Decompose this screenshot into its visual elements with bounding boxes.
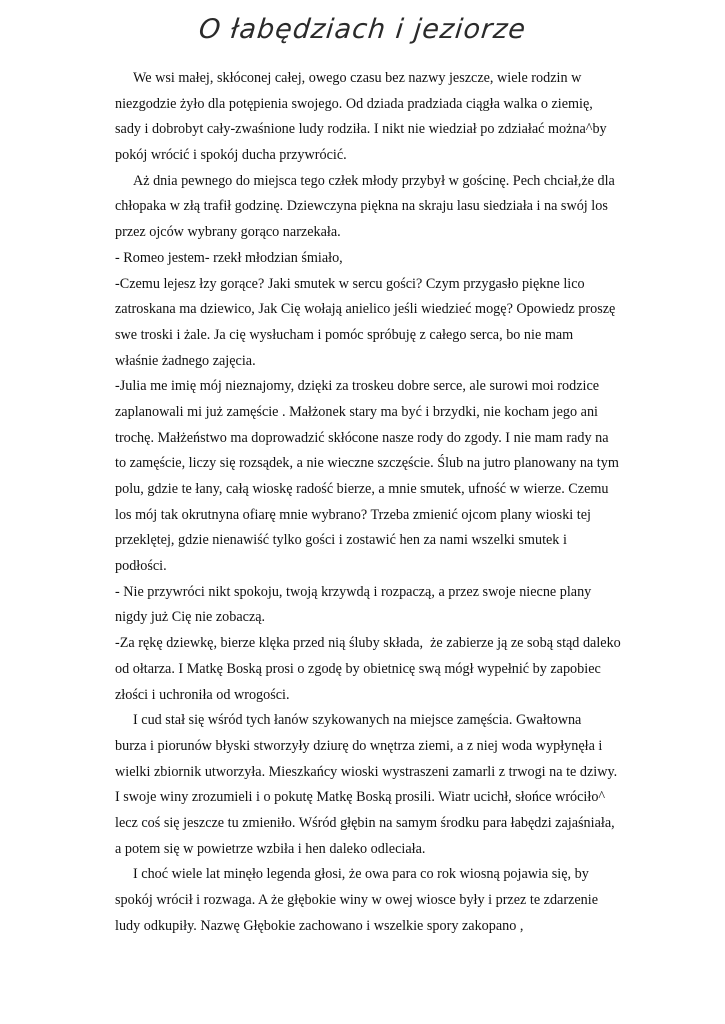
text-line: przez ojców wybrany gorąco narzekała. [115,224,341,241]
text-line: I swoje winy zrozumieli i o pokutę Matkę Boską prosili. Wiatr ucichł, słońce wróciło^ [115,789,606,806]
text-line: lecz coś się jeszcze tu zmieniło. Wśród głębin na samym środku para łabędzi zajaśniała, [115,814,615,831]
text-line: zatroskana ma dziewico, Jak Cię wołają anielico jeśli wiedzieć mogę? Opowiedz proszę [115,301,616,318]
text-line: podłości. [115,558,167,575]
text-line: polu, gdzie te łany, całą wioskę radość bierze, a mnie smutek, ufność w wierze. Czemu [115,481,609,497]
text-line: zaplanowali mi już zamęście . Małżonek stary ma być i brzydki, nie kocham jego ani [115,403,598,420]
text-line: burza i piorunów błyski stworzyły dziurę do wnętrza ziemi, a z niej woda wypłynęła i [115,737,603,754]
text-line: od ołtarza. I Matkę Boską prosi o zgodę by obietnicę swą mógł wypełnić by zapobiec [115,660,601,677]
text-line: Aż dnia pewnego do miejsca tego człek młody przybył w gościnę. Pech chciał,że dla [133,172,615,189]
text-line: przeklętej, gdzie nienawiść tylko gości i zostawić hen za nami wszelki smutek i [115,532,567,549]
text-line: pokój wrócić i spokój ducha przywrócić. [115,147,347,164]
text-line: I choć wiele lat minęło legenda głosi, że owa para co rok wiosną pojawia się, by [133,866,589,883]
text-line: chłopaka w złą trafił godzinę. Dziewczyna piękna na skraju lasu siedziała i na swój los [115,198,608,215]
text-line: -Julia me imię mój nieznajomy, dzięki za troskeu dobre serce, ale surowi moi rodzice [115,378,600,395]
text-line: a potem się w powietrze wzbiła i hen daleko odleciała. [115,840,426,857]
text-line: swe troski i żale. Ja cię wysłucham i pomóc spróbuję z całego serca, bo nie mam [115,326,574,343]
text-line: - Nie przywróci nikt spokoju, twoją krzywdą i rozpaczą, a przez swoje niecne plany [115,583,592,600]
text-line: złości i uchroniła od wrogości. [115,686,290,703]
text-line: -Czemu lejesz łzy gorące? Jaki smutek w sercu gości? Czym przygasło piękne lico [115,275,585,292]
text-line: los mój tak okrutnyna ofiarę mnie wybrano? Trzeba zmienić ojcom plany wioski tej [115,506,591,523]
text-line: wielki zbiornik utworzyła. Mieszkańcy wioski wystraszeni zamarli z trwogi na te dziwy. [115,763,618,780]
text-line: trochę. Małżeństwo ma doprowadzić skłócone nasze rody do zgody. I nie mam rady na [115,429,609,446]
text-line: to zamęście, liczy się rozsądek, a nie wieczne szczęście. Ślub na jutro planowany na tym [115,455,619,472]
text-line: I cud stał się wśród tych łanów szykowanych na miejsce zamęścia. Gwałtowna [133,712,582,729]
text-line: We wsi małej, skłóconej całej, owego czasu bez nazwy jeszcze, wiele rodzin w [133,70,582,86]
text-line: niezgodzie żyło dla potępienia swojego. Od dziada pradziada ciągła walka o ziemię, [115,95,593,112]
text-line: -Za rękę dziewkę, bierze klęka przed nią śluby składa, że zabierze ją ze sobą stąd daleko [115,635,621,652]
text-line: nigdy już Cię nie zobaczą. [115,609,266,626]
text-line: sady i dobrobyt cały-zwaśnione ludy rodziła. I nikt nie wiedział po zdziałać można^by [115,121,607,138]
text-line: spokój wrócił i rozwaga. A że głębokie winy w owej wiosce były i przez te zdarzenie [115,892,598,908]
text-line: właśnie żadnego zajęcia. [115,352,256,369]
document-title: O łabędziach i jeziorze [197,14,528,45]
document-body [115,66,645,939]
text-line: ludy odkupiły. Nazwę Głębokie zachowano i wszelkie spory zakopano , [115,917,524,934]
text-line: - Romeo jestem- rzekł młodzian śmiało, [115,249,343,266]
